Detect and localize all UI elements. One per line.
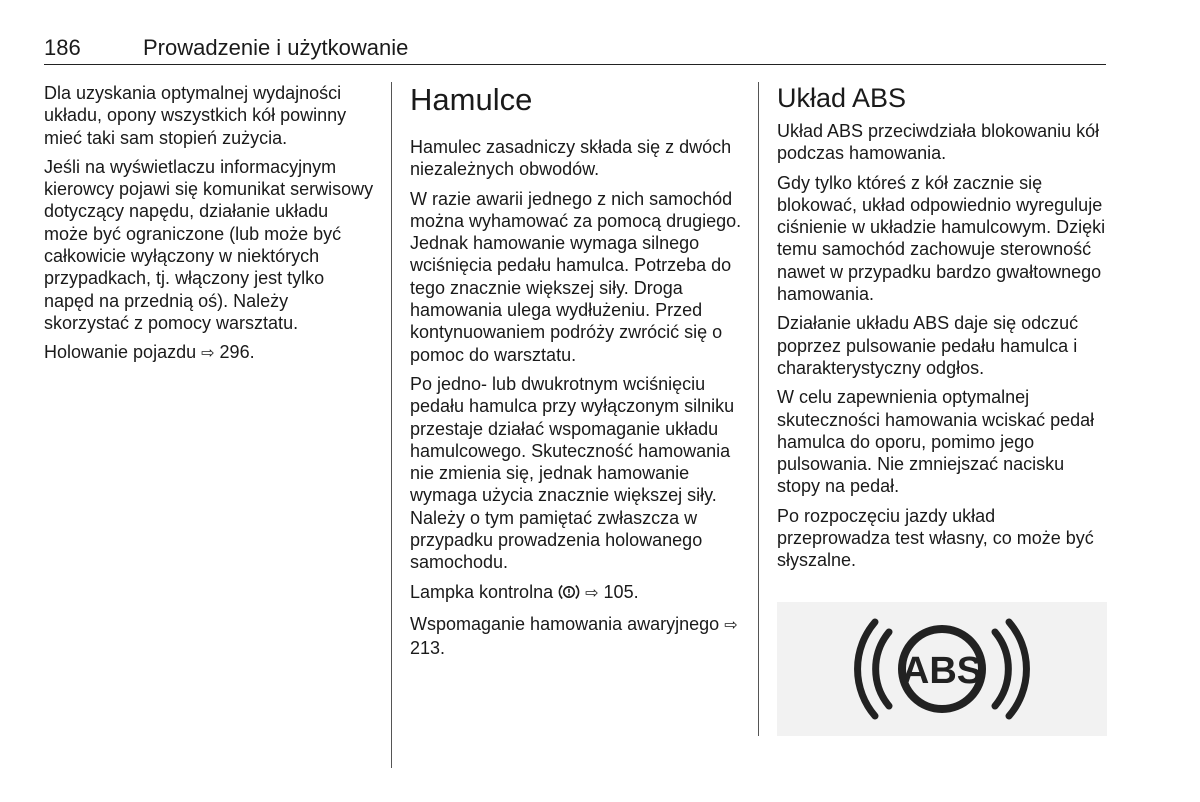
abs-symbol-text: ABS xyxy=(901,650,983,692)
reference-label: Wspomaganie hamowania awaryjnego xyxy=(410,613,720,634)
heading-uklad-abs: Układ ABS xyxy=(777,83,907,113)
reference-label: Holowanie pojazdu xyxy=(44,342,197,363)
reference-page: 105. xyxy=(603,581,639,602)
reference-arrow-icon: ⇨ xyxy=(201,345,215,363)
cross-reference[interactable] xyxy=(410,613,750,660)
paragraph: Hamulec zasadniczy składa się z dwóch niezależnych obwodów. xyxy=(410,137,732,180)
column-left xyxy=(44,82,376,373)
paragraph: Po jedno- lub dwukrotnym wciśnięciu pedału hamulca przy wyłączonym silniku przestaje działać wspomaganie układu hamulcowego. Skuteczność hamowania nie zmienia się, jednak hamowanie wymaga użycia znacznie większej siły. Należy o tym pamiętać zwłaszcza w przypadku prowadzenia holowanego samochodu. xyxy=(410,373,735,573)
page-header xyxy=(44,34,1106,65)
reference-page: 213. xyxy=(410,638,446,659)
page-number: 186 xyxy=(44,35,81,60)
paragraph: W celu zapewnienia optymalnej skuteczności hamowania wciskać pedał hamulca do oporu, pomimo jego pulsowania. Nie zmniejszać nacisku stopy na pedał. xyxy=(777,387,1095,497)
paragraph: Gdy tylko któreś z kół zacznie się blokować, układ odpowiednio wyreguluje ciśnienie w układzie hamulcowym. Dzięki temu samochód zachowuje sterowność nawet w przypadku bardzo gwałtownego hamowania. xyxy=(777,172,1106,305)
paragraph: Dla uzyskania optymalnej wydajności układu, opony wszystkich kół powinny mieć taki sam stopień zużycia. xyxy=(44,83,347,148)
abs-symbol-panel xyxy=(777,602,1107,736)
reference-arrow-icon: ⇨ xyxy=(724,616,738,634)
paragraph: W razie awarii jednego z nich samochód można wyhamować za pomocą drugiego. Jednak hamowanie wymaga silnego wciśnięcia pedału hamulca. Potrzeba do tego znacznie większej siły. Droga hamowania ulega wydłużeniu. Przed kontynuowaniem podróży zwrócić się o pomoc do warsztatu. xyxy=(410,188,742,365)
column-middle xyxy=(410,82,750,667)
paragraph: Jeśli na wyświetlaczu informacyjnym kierowcy pojawi się komunikat serwisowy dotyczący napędu, działanie układu może być ograniczone (lub może być całkowicie wyłączony w niektórych przypadkach, tj. włączony jest tylko napęd na przednią oś). Należy skorzystać z pomocy warsztatu. xyxy=(44,156,374,333)
abs-warning-icon xyxy=(777,602,1107,736)
paragraph: Działanie układu ABS daje się odczuć poprzez pulsowanie pedału hamulca i charakterystyczny odgłos. xyxy=(777,313,1079,378)
section-title: Prowadzenie i użytkowanie xyxy=(143,35,409,60)
reference-page: 296. xyxy=(219,342,255,363)
reference-label: Lampka kontrolna xyxy=(410,581,554,602)
column-divider xyxy=(391,82,392,768)
paragraph: Układ ABS przeciwdziała blokowaniu kół podczas hamowania. xyxy=(777,121,1100,164)
brake-warning-lamp-icon xyxy=(558,583,580,606)
column-right xyxy=(777,82,1109,579)
paragraph: Po rozpoczęciu jazdy układ przeprowadza test własny, co może być słyszalne. xyxy=(777,505,1094,571)
heading-hamulce: Hamulce xyxy=(410,82,533,117)
reference-arrow-icon: ⇨ xyxy=(585,584,599,602)
column-divider xyxy=(758,82,759,736)
cross-reference[interactable] xyxy=(410,581,750,606)
cross-reference[interactable] xyxy=(44,341,376,365)
